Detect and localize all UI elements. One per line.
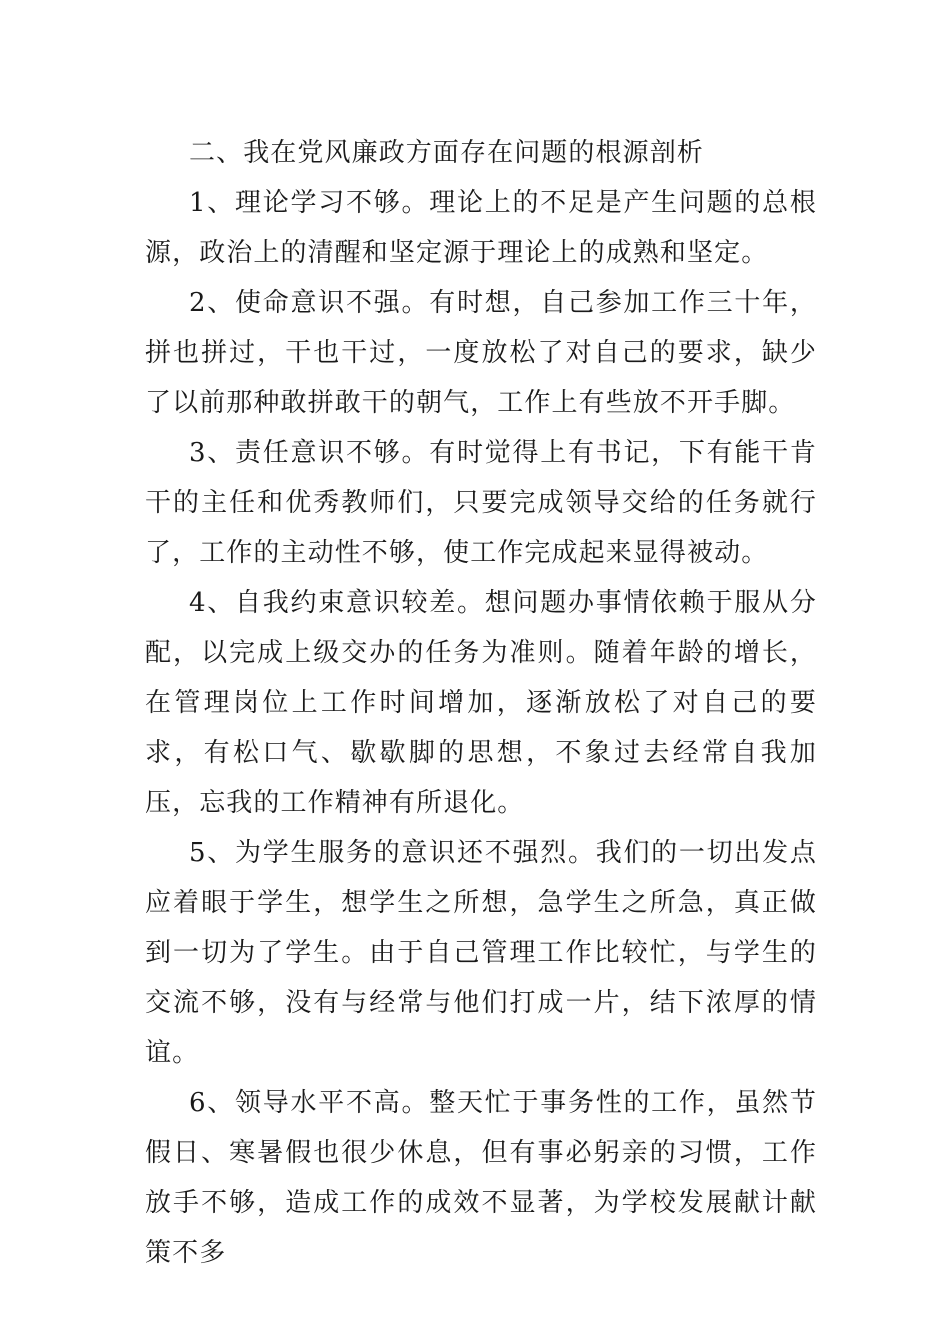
paragraph-4: 4、自我约束意识较差。想问题办事情依赖于服从分配，以完成上级交办的任务为准则。随着年龄的增长，在管理岗位上工作时间增加，逐渐放松了对自己的要求，有松口气、歇歇脚的思想，不象过去经常自我加压，忘我的工作精神有所退化。	[145, 588, 817, 818]
section-heading: 二、我在党风廉政方面存在问题的根源剖析	[189, 138, 704, 168]
paragraph-6: 6、领导水平不高。整天忙于事务性的工作，虽然节假日、寒暑假也很少休息，但有事必躬亲的习惯，工作放手不够，造成工作的成效不显著，为学校发展献计献策不多	[145, 1088, 817, 1268]
paragraph-3: 3、责任意识不够。有时觉得上有书记，下有能干肯干的主任和优秀教师们，只要完成领导交给的任务就行了，工作的主动性不够，使工作完成起来显得被动。	[145, 438, 817, 568]
paragraph-1: 1、理论学习不够。理论上的不足是产生问题的总根源，政治上的清醒和坚定源于理论上的成熟和坚定。	[145, 188, 817, 268]
paragraph-2: 2、使命意识不强。有时想，自己参加工作三十年，拼也拼过，干也干过，一度放松了对自己的要求，缺少了以前那种敢拼敢干的朝气，工作上有些放不开手脚。	[145, 288, 817, 418]
paragraph-5: 5、为学生服务的意识还不强烈。我们的一切出发点应着眼于学生，想学生之所想，急学生之所急，真正做到一切为了学生。由于自己管理工作比较忙，与学生的交流不够，没有与经常与他们打成一片，结下浓厚的情谊。	[145, 838, 817, 1068]
document-body	[145, 128, 817, 1278]
